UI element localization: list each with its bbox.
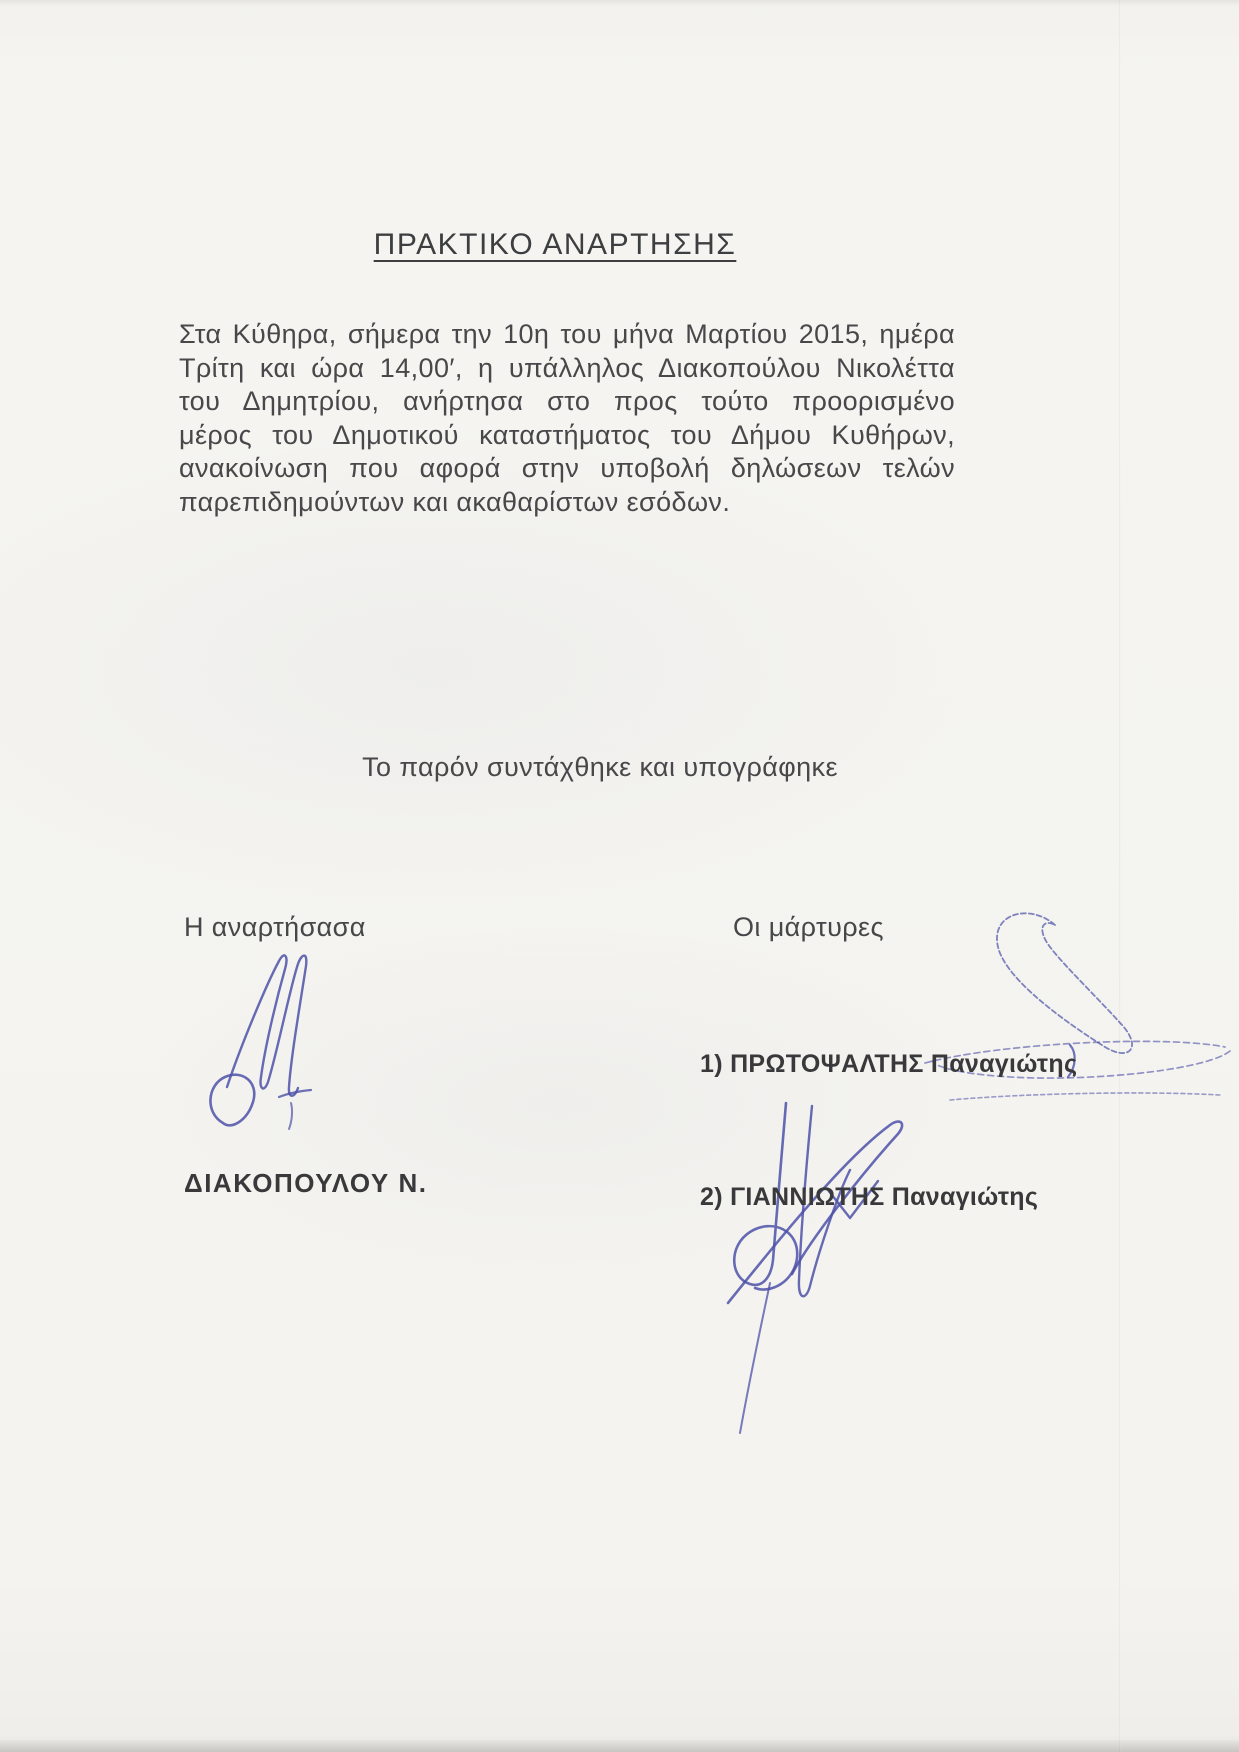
paragraph-line: του Δημητρίου, ανήρτησα στο προς τούτο προορισμένο <box>179 386 955 416</box>
poster-name: ΔΙΑΚΟΠΟΥΛΟΥ Ν. <box>184 1168 428 1198</box>
signature-witness-1-ink <box>920 895 1239 1125</box>
body-paragraph <box>179 318 955 519</box>
witness-1-name: 1) ΠΡΩΤΟΨΑΛΤΗΣ Παναγιώτης <box>700 1050 1078 1078</box>
scan-bottom-shadow <box>0 1740 1239 1752</box>
signature-witness-2-ink <box>700 1098 935 1443</box>
paragraph-line: παρεπιδημούντων και ακαθαρίστων εσόδων. <box>179 486 731 517</box>
closing-statement: Το παρόν συντάχθηκε και υπογράφηκε <box>362 752 838 782</box>
paragraph-line: μέρος του Δημοτικού καταστήματος του Δήμου Κυθήρων, <box>179 419 955 450</box>
paragraph-line: ανακοίνωση που αφορά στην υποβολή δηλώσεων τελών <box>179 453 955 483</box>
paper-fold-crease <box>1119 0 1121 1752</box>
paragraph-line: Στα Κύθηρα, σήμερα την 10η του μήνα Μαρτίου 2015, ημέρα <box>179 319 955 349</box>
witness-2-name: 2) ΓΙΑΝΝΙΩΤΗΣ Παναγιώτης <box>700 1183 1039 1211</box>
signature-poster-ink <box>195 945 355 1140</box>
scan-top-shadow <box>0 0 1239 6</box>
paragraph-line: Τρίτη και ώρα 14,00′, η υπάλληλος Διακοπούλου Νικολέττα <box>179 352 955 383</box>
witnesses-label: Οι μάρτυρες <box>733 912 884 942</box>
document-title: ΠΡΑΚΤΙΚΟ ΑΝΑΡΤΗΣΗΣ <box>373 228 737 261</box>
poster-role-label: Η αναρτήσασα <box>184 912 366 942</box>
